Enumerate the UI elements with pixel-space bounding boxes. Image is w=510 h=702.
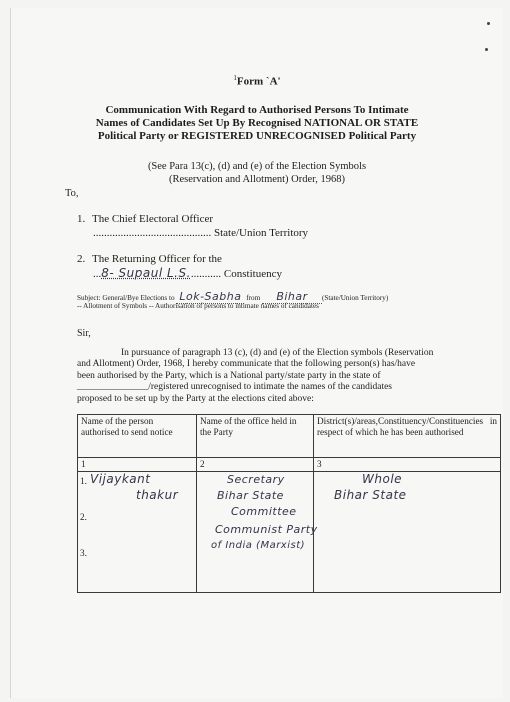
form-reference [11, 160, 503, 186]
form-title [11, 74, 503, 88]
header-cell: District(s)/areas,Constituency/Constituencies in respect of which he has been authorised [314, 415, 501, 458]
handwritten-name-line: Vijaykant [90, 472, 151, 486]
handwritten-office-line: of India (Marxist) [211, 540, 306, 551]
column-number-row [78, 458, 501, 472]
header-cell: Name of the person authorised to send notice [78, 415, 197, 458]
handwritten-area-line: Whole [362, 472, 403, 486]
form-page [10, 8, 503, 698]
recipient-1-label: The Chief Electoral Officer [92, 213, 214, 225]
recipient-2-suffix: Constituency [223, 268, 282, 280]
column-number: 1 [78, 458, 197, 472]
scan-speck [487, 22, 490, 25]
handwritten-office-line: Bihar State [217, 489, 284, 502]
heading-line: Names of Candidates Set Up By Recognised NATIONAL OR STATE [95, 117, 419, 129]
dotted-blank: ........................................... [93, 227, 212, 239]
handwritten-office-line: Communist Party [215, 523, 318, 536]
dotted-blank: ... [93, 268, 102, 280]
area-cell [314, 472, 501, 593]
recipient-2-line [93, 266, 282, 280]
column-number: 2 [197, 458, 314, 472]
reference-line: (See Para 13(c), (d) and (e) of the Election Symbols [147, 161, 367, 172]
recipient-1-line [93, 227, 308, 239]
handwritten-office-line: Committee [231, 505, 297, 518]
recipient-2 [77, 253, 222, 265]
recipient-1-suffix: State/Union Territory [214, 227, 309, 239]
recipient-2-label: The Returning Officer for the [92, 253, 222, 265]
to-label: To, [65, 188, 79, 199]
handwritten-area-line: Bihar State [334, 488, 407, 502]
scan-speck [485, 48, 488, 51]
table-header-row [78, 415, 501, 458]
column-number: 3 [314, 458, 501, 472]
name-cell [78, 472, 197, 593]
item-number: 1. [77, 213, 86, 225]
paragraph-line: and Allotment) Order, 1968, I hereby communicate that the following person(s) has/have [77, 359, 416, 370]
paragraph-line: proposed to be set up by the Party at the elections cited above: [77, 393, 314, 404]
paragraph-line: In pursuance of paragraph 13 (c), (d) and (e) of the Election symbols (Reservation [121, 348, 434, 358]
heading-line: Communication With Regard to Authorised Persons To Intimate [105, 104, 409, 116]
recipient-1 [77, 213, 213, 225]
item-number: 2. [77, 253, 86, 265]
subject-line-2: -- Allotment of Symbols -- Authorisation of persons to intimate names of candidates [77, 302, 319, 310]
form-heading [11, 104, 503, 143]
heading-line: Political Party or REGISTERED UNRECOGNISED Political Party [97, 130, 417, 142]
subject-from: from [246, 294, 261, 302]
salutation: Sir, [77, 328, 91, 339]
row-number: 3. [80, 548, 87, 558]
subject-suffix: (State/Union Territory) [321, 294, 389, 302]
handwritten-constituency: 8- Supaul L.S. [101, 266, 191, 280]
office-cell [197, 472, 318, 593]
dotted-blank: ........... [190, 268, 222, 280]
body-paragraph [77, 348, 501, 405]
footnote-mark: 1 [233, 74, 237, 82]
row-number: 1. [80, 476, 87, 486]
header-cell: Name of the office held in the Party [197, 415, 314, 458]
paragraph-line: _______________/registered unrecognised to intimate the names of the candidates [77, 382, 392, 393]
handwritten-name-line: thakur [136, 488, 179, 502]
subject-prefix: Subject: General/Bye Elections to [77, 294, 175, 302]
row-number: 2. [80, 512, 87, 522]
authorisation-table [77, 414, 501, 593]
table-row [78, 472, 501, 593]
handwritten-office-line: Secretary [227, 473, 285, 486]
form-title-text: Form `A' [236, 75, 281, 88]
reference-line: (Reservation and Allotment) Order, 1968) [169, 174, 345, 185]
handwritten-state: Bihar [262, 290, 322, 304]
paragraph-line: been authorised by the Party, which is a National party/state party in the state of [77, 370, 381, 381]
handwritten-election: Lok-Sabha [176, 290, 244, 304]
